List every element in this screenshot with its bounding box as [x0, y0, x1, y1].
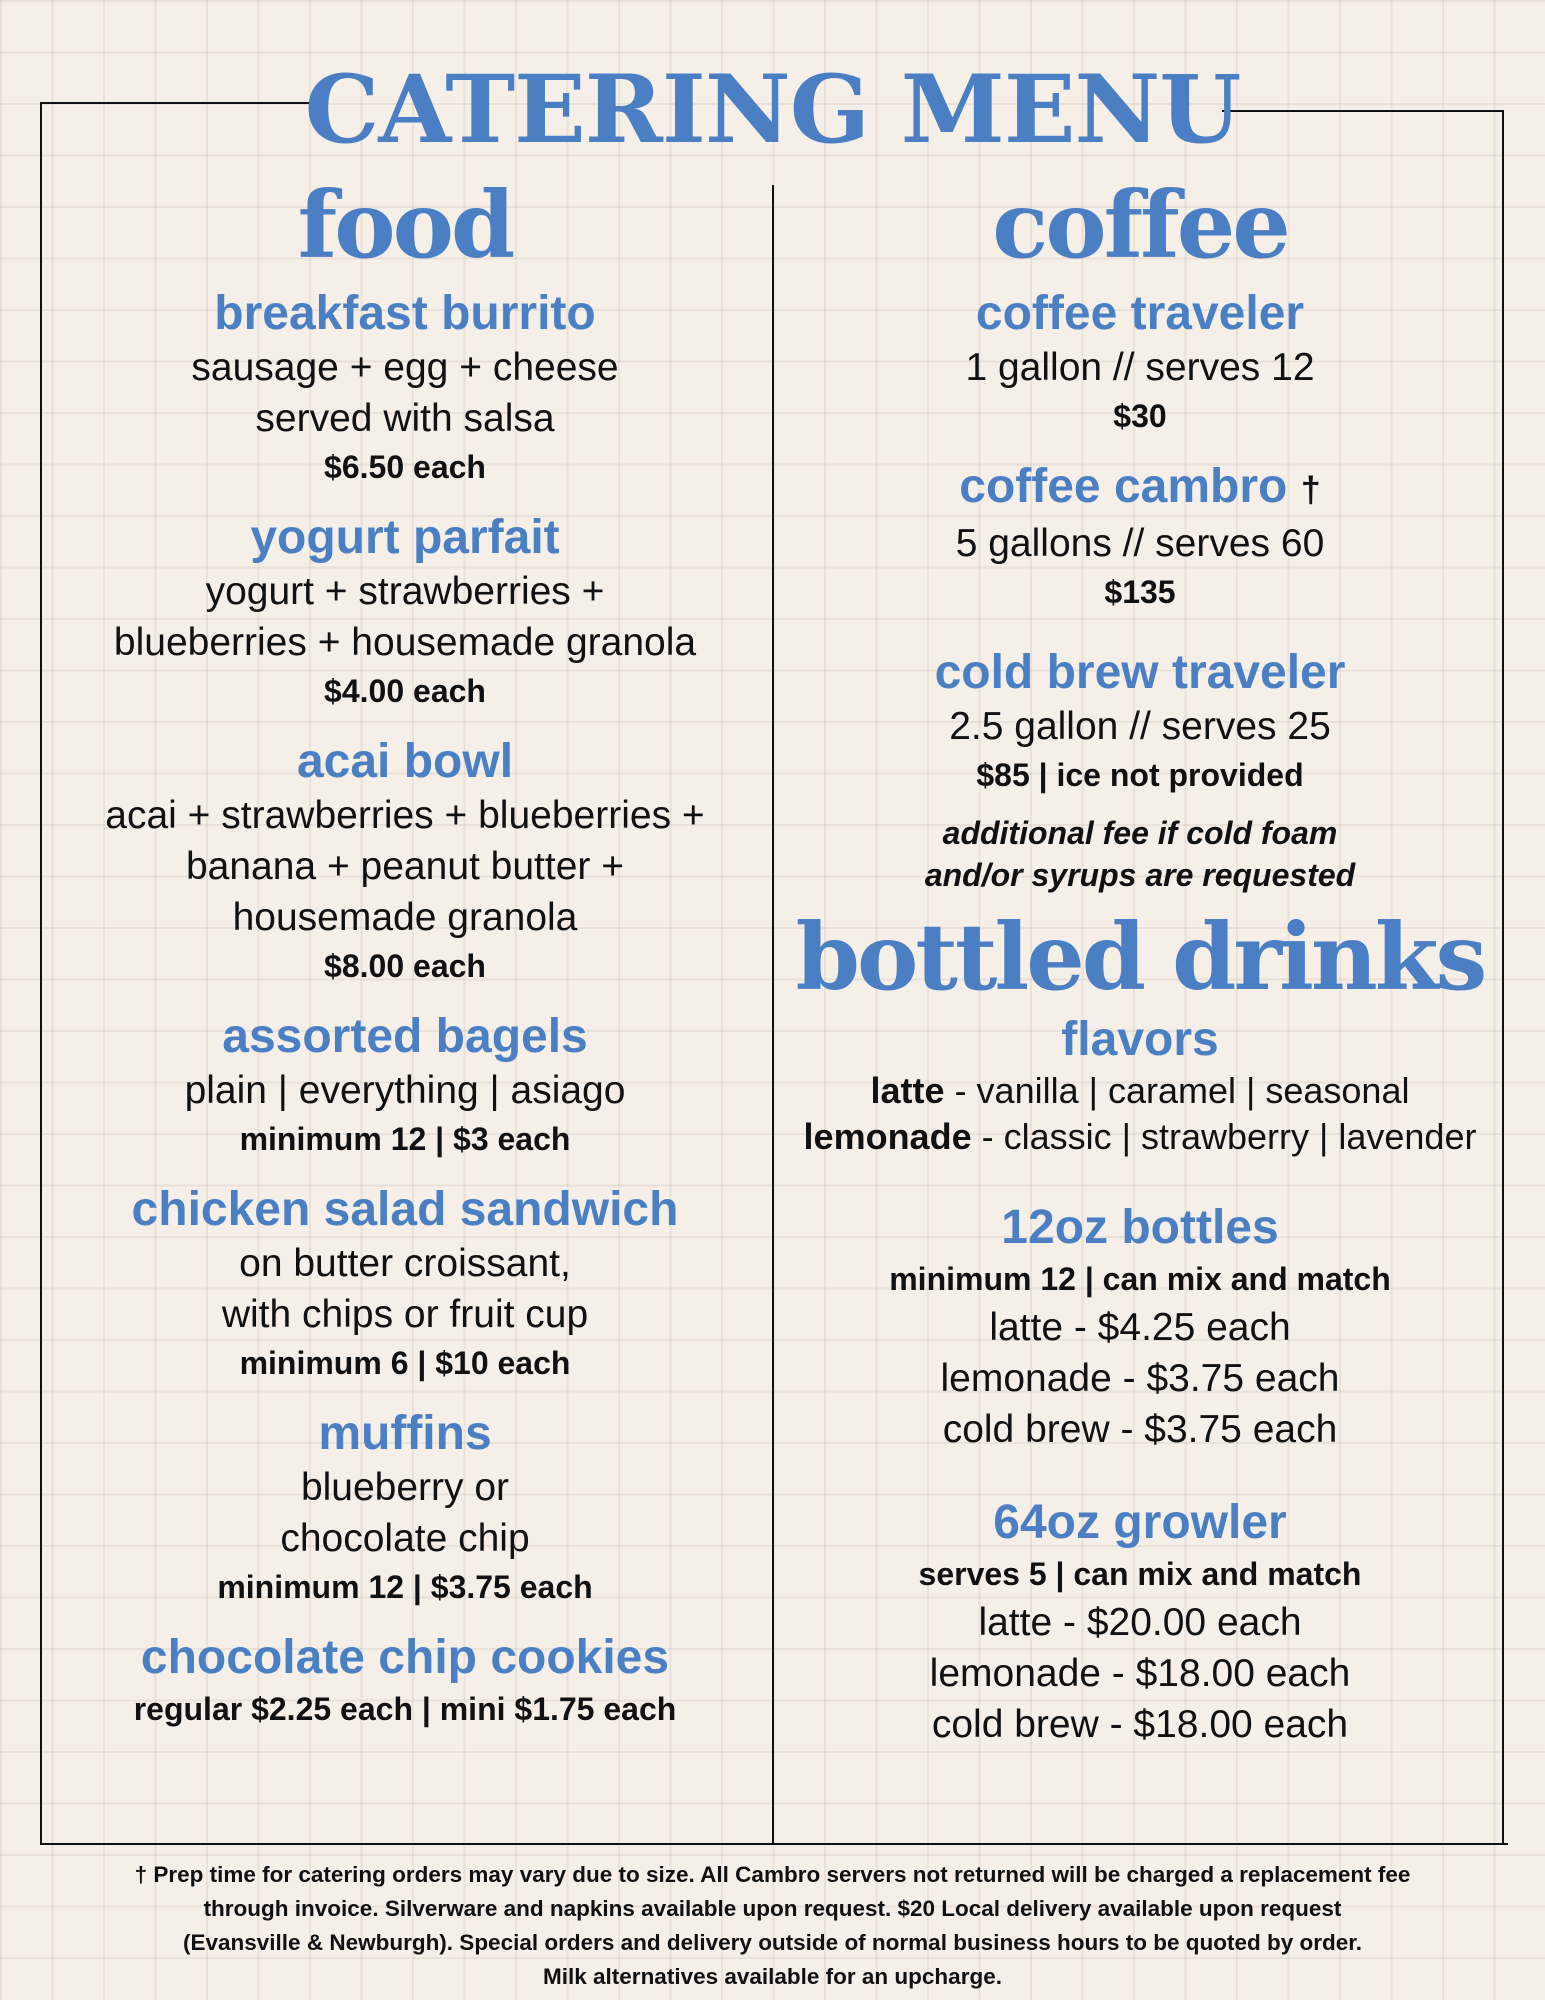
menu-item-coffee-traveler	[775, 286, 1505, 439]
item-desc: housemade granola	[232, 896, 578, 939]
item-desc: blueberries + housemade granola	[113, 621, 697, 664]
item-desc: served with salsa	[255, 397, 555, 440]
bottles-subtitle: minimum 12 | can mix and match	[889, 1261, 1391, 1297]
item-price: minimum 6 | $10 each	[239, 1345, 571, 1381]
item-name: assorted bagels	[222, 1010, 588, 1063]
flavor-line-lemonade	[775, 1114, 1505, 1160]
column-divider	[772, 185, 774, 1843]
growler-price: lemonade - $18.00 each	[929, 1652, 1351, 1695]
note-line: and/or syrups are requested	[924, 857, 1356, 893]
growler-title: 64oz growler	[993, 1496, 1287, 1549]
drinks-column	[775, 170, 1505, 1750]
menu-item-cold-brew-traveler	[775, 645, 1505, 798]
growler-price: latte - $20.00 each	[978, 1601, 1302, 1644]
item-name: muffins	[318, 1407, 492, 1460]
item-price: $6.50 each	[324, 449, 486, 485]
menu-item-breakfast-burrito	[40, 286, 770, 490]
item-price: minimum 12 | $3.75 each	[217, 1569, 593, 1605]
menu-item-yogurt-parfait	[40, 510, 770, 714]
item-desc: banana + peanut butter +	[185, 845, 625, 888]
item-name-row	[775, 459, 1505, 518]
item-desc: acai + strawberries + blueberries +	[105, 794, 705, 837]
flavor-values: - classic | strawberry | lavender	[981, 1116, 1477, 1157]
footer-line: (Evansville & Newburgh). Special orders and delivery outside of normal business hours to be quoted by order.	[183, 1930, 1362, 1955]
item-desc: 2.5 gallon // serves 25	[949, 705, 1331, 748]
bottles-title: 12oz bottles	[1001, 1201, 1279, 1254]
item-desc: 1 gallon // serves 12	[965, 346, 1315, 389]
growler-section	[775, 1495, 1505, 1750]
item-name: coffee traveler	[975, 287, 1305, 340]
item-desc: on butter croissant,	[239, 1242, 571, 1285]
flavor-label: lemonade	[803, 1116, 972, 1157]
item-price: $135	[1104, 574, 1176, 610]
menu-item-chocolate-chip-cookies	[40, 1630, 770, 1732]
item-price: $85 | ice not provided	[976, 757, 1304, 793]
footer-line: through invoice. Silverware and napkins available upon request. $20 Local delivery available upon request	[203, 1896, 1342, 1921]
flavors-title: flavors	[1061, 1013, 1219, 1066]
frame-bottom-rule	[40, 1843, 1508, 1845]
bottles-section	[775, 1200, 1505, 1455]
menu-item-muffins	[40, 1406, 770, 1610]
coffee-note	[775, 812, 1505, 896]
bottle-price: cold brew - $3.75 each	[942, 1408, 1338, 1451]
flavor-line-latte	[775, 1068, 1505, 1114]
item-desc: 5 gallons // serves 60	[955, 522, 1325, 565]
item-desc: sausage + egg + cheese	[191, 346, 619, 389]
growler-subtitle: serves 5 | can mix and match	[918, 1556, 1362, 1592]
item-desc: blueberry or	[300, 1466, 510, 1509]
food-heading: food	[297, 171, 513, 279]
page-title: CATERING MENU	[304, 55, 1241, 165]
note-line: additional fee if cold foam	[942, 815, 1338, 851]
item-price: $30	[1113, 398, 1167, 434]
bottled-drinks-heading: bottled drinks	[795, 903, 1485, 1011]
flavor-values: - vanilla | caramel | seasonal	[954, 1070, 1410, 1111]
item-name: cold brew traveler	[934, 646, 1346, 699]
item-price: regular $2.25 each | mini $1.75 each	[133, 1691, 677, 1727]
item-desc: plain | everything | asiago	[184, 1069, 626, 1112]
menu-item-coffee-cambro	[775, 459, 1505, 615]
item-desc: yogurt + strawberries +	[205, 570, 605, 613]
bottle-price: lemonade - $3.75 each	[940, 1357, 1340, 1400]
item-desc: chocolate chip	[280, 1517, 530, 1560]
footer-line: Milk alternatives available for an upcharge.	[543, 1964, 1002, 1989]
item-price: minimum 12 | $3 each	[239, 1121, 571, 1157]
growler-price: cold brew - $18.00 each	[931, 1703, 1349, 1746]
bottle-price: latte - $4.25 each	[989, 1306, 1291, 1349]
flavors-section	[775, 1012, 1505, 1160]
item-name: chocolate chip cookies	[140, 1631, 670, 1684]
item-desc: with chips or fruit cup	[221, 1293, 589, 1336]
item-name: chicken salad sandwich	[131, 1183, 679, 1236]
menu-item-chicken-salad-sandwich	[40, 1182, 770, 1386]
food-column	[40, 170, 770, 1732]
menu-item-acai-bowl	[40, 734, 770, 989]
item-name: coffee cambro	[959, 460, 1288, 513]
item-price: $8.00 each	[324, 948, 486, 984]
coffee-heading: coffee	[992, 171, 1288, 279]
item-price: $4.00 each	[324, 673, 486, 709]
footer-notes	[50, 1858, 1495, 1994]
footer-line: † Prep time for catering orders may vary due to size. All Cambro servers not returned will be charged a replacement fee	[134, 1862, 1411, 1887]
dagger-mark: †	[1300, 469, 1321, 510]
item-name: acai bowl	[296, 735, 514, 788]
flavor-label: latte	[870, 1070, 945, 1111]
item-name: breakfast burrito	[214, 287, 596, 340]
item-name: yogurt parfait	[250, 511, 560, 564]
menu-item-assorted-bagels	[40, 1009, 770, 1162]
